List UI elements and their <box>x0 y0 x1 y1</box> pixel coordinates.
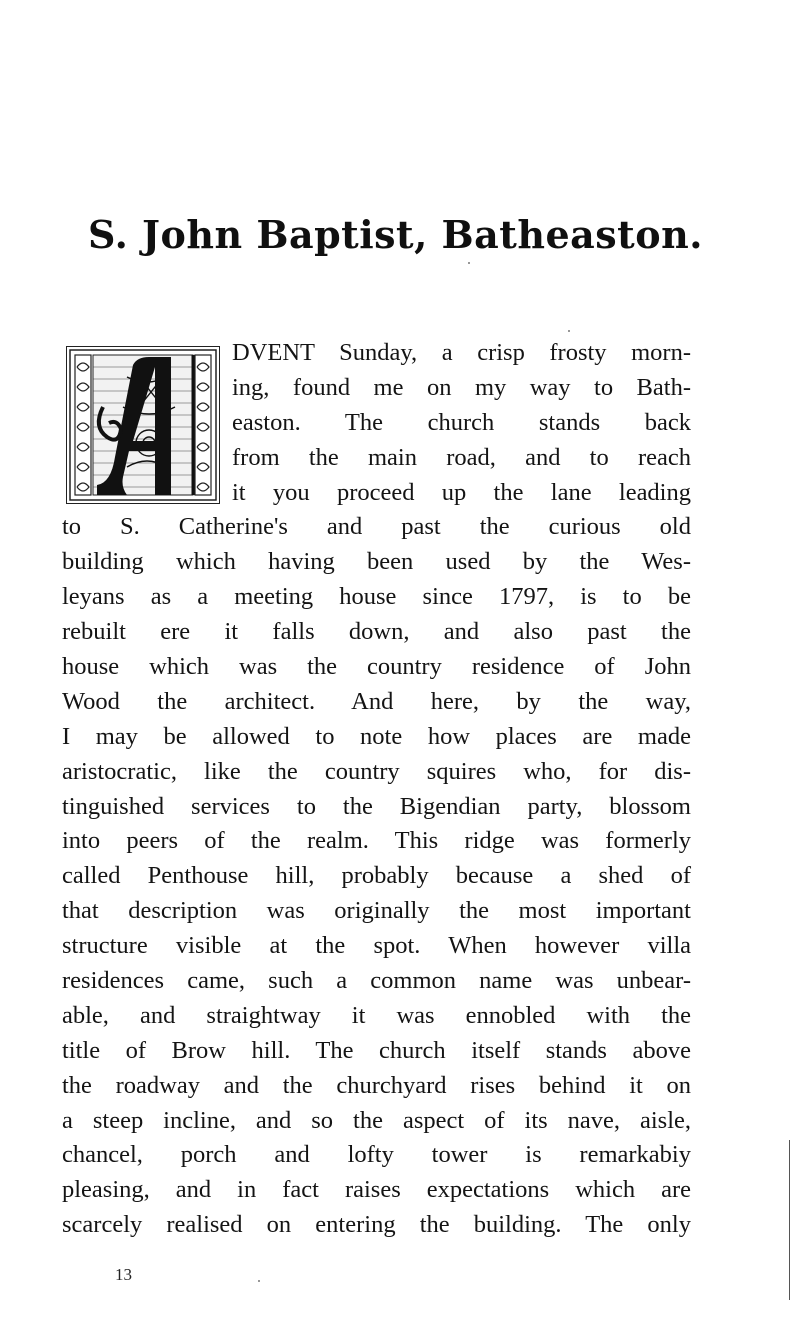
text-line: that description was originally the most important <box>62 897 691 925</box>
print-speck <box>258 1280 260 1282</box>
text-line: the roadway and the churchyard rises behind it on <box>62 1071 691 1099</box>
text-line: easton. The church stands back <box>232 408 691 436</box>
text-line: pleasing, and in fact raises expectations which are <box>62 1176 691 1204</box>
text-line: able, and straightway it was ennobled with the <box>62 1001 691 1029</box>
page-edge-line <box>789 1140 790 1300</box>
text-line: title of Brow hill. The church itself stands above <box>62 1036 691 1064</box>
print-speck <box>468 262 470 264</box>
text-line: it you proceed up the lane leading <box>232 478 691 506</box>
print-speck <box>568 330 570 332</box>
text-line: called Penthouse hill, probably because a shed of <box>62 862 691 890</box>
text-line: scarcely realised on entering the building. The only <box>62 1211 691 1239</box>
text-line: aristocratic, like the country squires who, for dis- <box>62 757 691 785</box>
text-line: rebuilt ere it falls down, and also past the <box>62 618 691 646</box>
text-line: DVENT Sunday, a crisp frosty morn- <box>232 339 691 366</box>
text-line: house which was the country residence of John <box>62 653 691 681</box>
text-line: I may be allowed to note how places are made <box>62 722 691 750</box>
text-line: ing, found me on my way to Bath- <box>232 373 691 401</box>
text-line: from the main road, and to reach <box>232 443 691 471</box>
text-line: chancel, porch and lofty tower is remarkabiy <box>62 1141 691 1169</box>
page-title: S. John Baptist, Batheaston. <box>88 212 703 257</box>
text-line: tinguished services to the Bigendian party, blossom <box>62 792 691 820</box>
text-line: leyans as a meeting house since 1797, is to be <box>62 583 691 611</box>
text-line: into peers of the realm. This ridge was formerly <box>62 827 691 855</box>
text-line: structure visible at the spot. When however villa <box>62 932 691 960</box>
text-line: to S. Catherine's and past the curious old <box>62 513 691 541</box>
text-line: residences came, such a common name was unbear- <box>62 967 691 995</box>
page-number: 13 <box>115 1265 132 1284</box>
text-line: building which having been used by the Wes- <box>62 548 691 576</box>
text-line: a steep incline, and so the aspect of its nave, aisle, <box>62 1106 691 1134</box>
text-line: Wood the architect. And here, by the way, <box>62 687 691 715</box>
body-text <box>62 336 691 1243</box>
